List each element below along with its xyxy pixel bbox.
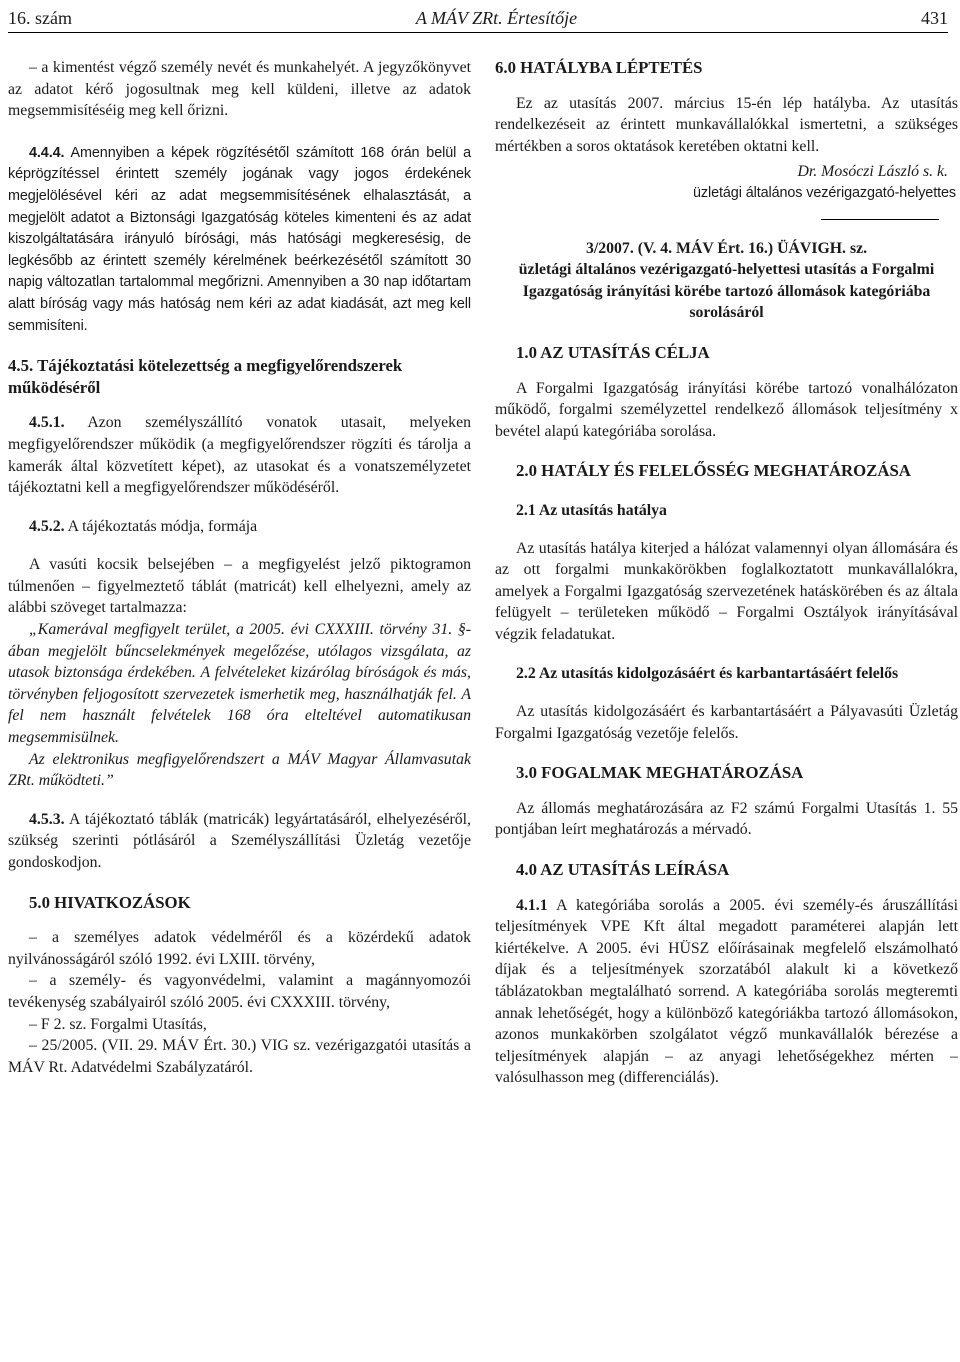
paragraph-2-1: Az utasítás hatálya kiterjed a hálózat valamennyi olyan állomására és az ott forgalmi munkakörökben foglalkoztatott munkavállalókra, amelyek a Forgalmi Igazgatóság szervezetének hatáskörében és az általa felügyelt – területeken működő – Forgalmi Osztályok irányításával végzik feladatukat. <box>495 539 958 643</box>
paragraph-4-4-4 <box>8 143 471 337</box>
signature-name: Dr. Mosóczi László s. k. <box>797 163 948 181</box>
quote-operator: Az elektronikus megfigyelőrendszert a MÁV Magyar Államvasutak ZRt. működteti.” <box>8 750 471 790</box>
reference-item: – a személyes adatok védelméről és a közérdekű adatok nyilvánosságáról szóló 1992. évi LXIII. törvény, <box>8 929 471 968</box>
heading-2-0: 2.0 HATÁLY ÉS FELELŐSSÉG MEGHATÁROZÁSA <box>516 461 911 481</box>
reference-item: – F 2. sz. Forgalmi Utasítás, <box>29 1015 207 1033</box>
page-header <box>8 6 948 33</box>
section-number: 4.4.4. <box>29 144 65 161</box>
section-number: 4.5.3. <box>29 810 65 828</box>
signature-title: üzletági általános vezérigazgató-helyettes <box>693 184 956 201</box>
publication-title: A MÁV ZRt. Értesítője <box>415 8 578 29</box>
section-number: 4.5.2. <box>29 517 65 535</box>
heading-1-0: 1.0 AZ UTASÍTÁS CÉLJA <box>516 342 710 362</box>
heading-6-0: 6.0 HATÁLYBA LÉPTETÉS <box>495 58 703 77</box>
heading-3-0: 3.0 FOGALMAK MEGHATÁROZÁSA <box>516 763 804 783</box>
left-column <box>8 57 471 1078</box>
paragraph-text: A kategóriába sorolás a 2005. évi személy-és áruszállítási teljesítmények VPE Kft által megadott paraméterei alapján lett kiértékelve. A 2005. évi HÜSZ előírásainak megfelelő elszámolható díjak és a teljesítmények szorzatából alakult ki a következő táblázatokban megtalálható sorrend. A kategóriába sorolás megteremti annak lehetőségét, hogy a különböző kategóriákba tartozó állomásokon, azonos munkakörben szolgálatot végző munkavállalók bérezése a teljesítmények alapján – az anyagi lehetőségekhez mérten – valósulhasson meg (differenciálás). <box>495 896 958 1087</box>
right-column <box>495 57 958 1089</box>
section-number: 4.1.1 <box>516 896 548 914</box>
paragraph-4-5-2-title <box>8 516 471 538</box>
paragraph-text: Amennyiben a képek rögzítésétől számított 168 órán belül a képrögzítéssel érintett személy jogának vagy jogos érdekének megjelölésével kéri az adat megsemmisítésének elhalasztását, a megjelölt adatot a Biztonsági Igazgatóság köteles kimenteni és az adat kiszolgáltatására irányuló bírósági, más hatósági megkeresésig, de legkésőbb az érintett személy kérelmének beérkezésétől számított 30 napig változatlan tartalommal megőrizni. Amennyiben a 30 nap időtartam alatt bíróság vagy más hatóság nem kéri az adat kiadását, azt meg kell semmisíteni. <box>8 144 471 334</box>
paragraph-4-5-1 <box>8 412 471 498</box>
paragraph-text: A tájékoztatás módja, formája <box>67 517 258 535</box>
reference-item: – 25/2005. (VII. 29. MÁV Ért. 30.) VIG sz. vezérigazgatói utasítás a MÁV Rt. Adatvédelmi Szabályzatáról. <box>8 1037 471 1076</box>
issue-number: 16. szám <box>8 8 72 29</box>
paragraph-3-0: Az állomás meghatározására az F2 számú Forgalmi Utasítás 1. 55 pontjában leírt meghatározás a mérvadó. <box>495 799 958 839</box>
paragraph-text: A tájékoztató táblák (matricák) legyártatásáról, elhelyezéséről, szükség szerinti pótlásáról a Személyszállítási Üzletág vezetője gondoskodjon. <box>8 810 472 871</box>
paragraph-2-2: Az utasítás kidolgozásáért és karbantartásáért a Pályavasúti Üzletág Forgalmi Igazgatóság vezetője felelős. <box>495 703 958 742</box>
paragraph-text: Azon személyszállító vonatok utasait, melyeken megfigyelőrendszer működik (a megfigyelőrendszer rögzíti és tárolja a kamerák által közvetített képet), az utasokat és a vonatszemélyzetet tájékoztatni kell a megfigyelőrendszer működéséről. <box>8 414 471 497</box>
heading-5-0: 5.0 HIVATKOZÁSOK <box>29 892 191 912</box>
document-identifier: 3/2007. (V. 4. MÁV Ért. 16.) ÜÁVIGH. sz. <box>585 239 868 257</box>
section-number: 4.5.1. <box>29 414 65 432</box>
paragraph-6-0: Ez az utasítás 2007. március 15-én lép hatályba. Az utasítás rendelkezéseit az érintett munkavállalókkal ismertetni, a szükséges mértékben a soros oktatások keretében oktatni kell. <box>495 94 958 155</box>
quote-sign-text: „Kamerával megfigyelt terület, a 2005. évi CXXXIII. törvény 31. §-ában megjelölt bűncselekmények megelőzése, utólagos vizsgálata, az utasok biztonsága érdekében. A felvételeket kizárólag bíróságok és más, törvényben feljogosított szervezetek ismerhetik meg, használhatják fel. A fel nem használt felvételek 168 óra elteltével automatikusan megsemmisülnek. <box>8 621 471 747</box>
separator-rule <box>821 219 939 220</box>
document-title: üzletági általános vezérigazgató-helyettesi utasítás a Forgalmi Igazgatóság irányítási körébe tartozó állomások kategóriába sorolásáról <box>518 261 935 322</box>
paragraph-kimentes: – a kimentést végző személy nevét és munkahelyét. A jegyzőkönyvet az adatot kérő jogosultnak meg kell küldeni, illetve az adatok megsemmisítéséig meg kell őrizni. <box>8 59 471 120</box>
paragraph-4-5-2-body: A vasúti kocsik belsejében – a megfigyelést jelző piktogramon túlmenően – figyelmeztető táblát (matricát) kell elhelyezni, amely az alábbi szöveget tartalmazza: <box>8 556 471 617</box>
reference-item: – a személy- és vagyonvédelmi, valamint a magánnyomozói tevékenység szabályairól szóló 2005. évi CXXXIII. törvény, <box>8 972 471 1011</box>
heading-4-0: 4.0 AZ UTASÍTÁS LEÍRÁSA <box>516 860 730 880</box>
paragraph-4-5-3 <box>8 809 471 874</box>
heading-2-1: 2.1 Az utasítás hatálya <box>516 501 667 519</box>
page-number: 431 <box>921 8 948 29</box>
heading-4-5: 4.5. Tájékoztatási kötelezettség a megfigyelőrendszerek működéséről <box>8 356 403 397</box>
paragraph-4-1-1 <box>495 895 958 1089</box>
heading-2-2: 2.2 Az utasítás kidolgozásáért és karbantartásáért felelős <box>516 665 899 683</box>
paragraph-1-0: A Forgalmi Igazgatóság irányítási körébe tartozó vonalhálózaton működő, forgalmi személyzettel rendelkező állomások teljesítmény x bevétel alapú kategóriába sorolása. <box>495 379 958 440</box>
